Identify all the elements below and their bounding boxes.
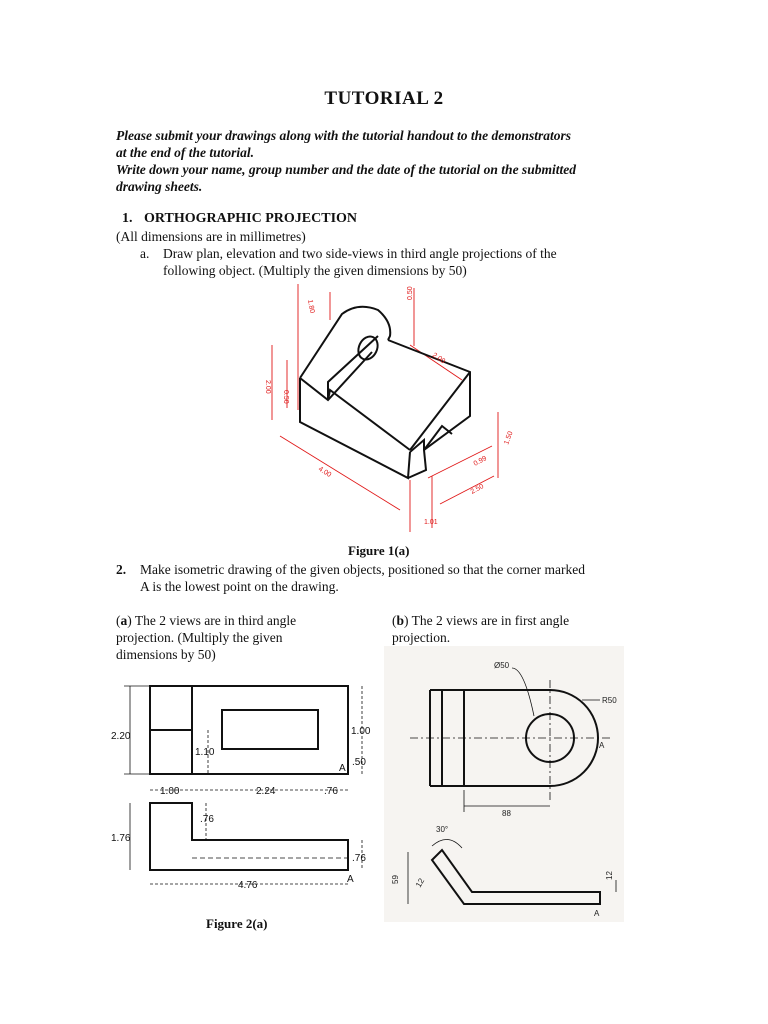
dim-label: 0.99 <box>472 455 488 468</box>
part-b-line: The 2 views are in first angle <box>411 613 570 628</box>
instruction-line: drawing sheets. <box>116 179 203 194</box>
corner-label: A <box>339 763 346 774</box>
dim-label: 1.10 <box>195 747 215 758</box>
dim-label: 2.50 <box>469 483 485 496</box>
dim-label: 0.50 <box>407 286 414 300</box>
section-1-number: 1. <box>122 211 133 226</box>
view-outline <box>150 803 348 870</box>
part-a-line: projection. (Multiply the given <box>116 630 283 645</box>
part-b-label: b <box>396 613 405 628</box>
dim-label: Ø50 <box>494 661 510 670</box>
instruction-line: Please submit your drawings along with the tutorial handout to the demonstrators <box>116 128 571 143</box>
section-1-note: (All dimensions are in millimetres) <box>116 229 306 244</box>
figure-2a-drawing <box>108 678 380 896</box>
figure-1a-isometric-drawing <box>250 280 520 535</box>
dim-label: 88 <box>502 809 511 818</box>
section-2-line: Make isometric drawing of the given objects, positioned so that the corner marked <box>140 562 585 577</box>
dim-label: .50 <box>352 757 366 768</box>
figure-2a-front-view <box>150 686 348 774</box>
section-1-heading <box>122 211 357 227</box>
item-a-marker: a. <box>140 246 150 261</box>
dim-label: 12 <box>413 876 427 889</box>
part-a-line: The 2 views are in third angle <box>134 613 297 628</box>
dim-label: 2.20 <box>111 731 131 742</box>
dim-label: 2.24 <box>256 786 276 797</box>
dim-label: 4.76 <box>238 880 258 891</box>
dim-label: 1.00 <box>351 726 371 737</box>
dim-label: R50 <box>602 696 617 705</box>
dim-label: 0.50 <box>282 390 289 404</box>
section-2-text <box>140 561 585 595</box>
dim-label: 30° <box>436 825 449 834</box>
figure-2a-top-view <box>150 803 348 870</box>
dim-label: 1.00 <box>160 786 180 797</box>
instruction-line: Write down your name, group number and the date of the tutorial on the submitted <box>116 162 576 177</box>
dim-label: 59 <box>391 875 400 884</box>
part-a-text: (a) The 2 views are in third angle projection. (Multiply the given dimensions by 50) <box>116 612 366 663</box>
dim-line <box>440 476 494 504</box>
figure-1a-dimension-lines <box>272 284 498 532</box>
item-a-line: Draw plan, elevation and two side-views in third angle projections of the <box>163 246 557 261</box>
part-a-line: dimensions by 50) <box>116 647 216 662</box>
item-a-line: following object. (Multiply the given dimensions by 50) <box>163 263 467 278</box>
dim-label: 1.76 <box>111 833 131 844</box>
dim-label: 1.01 <box>424 519 438 526</box>
item-a-text <box>163 245 557 279</box>
part-b-text: (b) The 2 views are in first angle projection. <box>392 612 642 646</box>
section-1-title: ORTHOGRAPHIC PROJECTION <box>144 211 358 226</box>
section-2-line: A is the lowest point on the drawing. <box>140 579 339 594</box>
dim-label: .76 <box>200 814 214 825</box>
view-window <box>222 710 318 749</box>
figure-2a-top-dimensions <box>130 803 362 884</box>
dim-label: 4.00 <box>316 465 333 479</box>
object-edge <box>328 390 410 450</box>
dim-label: .76 <box>352 853 366 864</box>
object-edge <box>300 352 372 400</box>
object-edge <box>300 378 410 478</box>
figure-2b-drawing <box>384 646 624 922</box>
dim-label: 1.50 <box>503 430 515 446</box>
dim-line <box>280 436 400 510</box>
dim-label: 2.00 <box>430 351 447 366</box>
dim-label: 2.00 <box>264 380 271 394</box>
corner-label: A <box>594 909 600 918</box>
part-b-line: projection. <box>392 630 451 645</box>
dim-label: 12 <box>605 871 614 880</box>
part-a-label: a <box>120 613 128 628</box>
dim-label: 1.80 <box>306 299 316 314</box>
object-edge <box>388 340 470 478</box>
page-title: TUTORIAL 2 <box>324 88 444 109</box>
dim-line <box>410 345 462 380</box>
dim-label: .76 <box>324 786 338 797</box>
figure-1a-caption: Figure 1(a) <box>348 543 410 558</box>
section-2-number: 2. <box>116 562 127 577</box>
corner-label: A <box>347 874 354 885</box>
instruction-line: at the end of the tutorial. <box>116 145 255 160</box>
instructions <box>116 127 656 195</box>
figure-1a-object <box>300 307 470 478</box>
figure-2a-caption: Figure 2(a) <box>206 916 268 931</box>
corner-label: A <box>599 741 605 750</box>
